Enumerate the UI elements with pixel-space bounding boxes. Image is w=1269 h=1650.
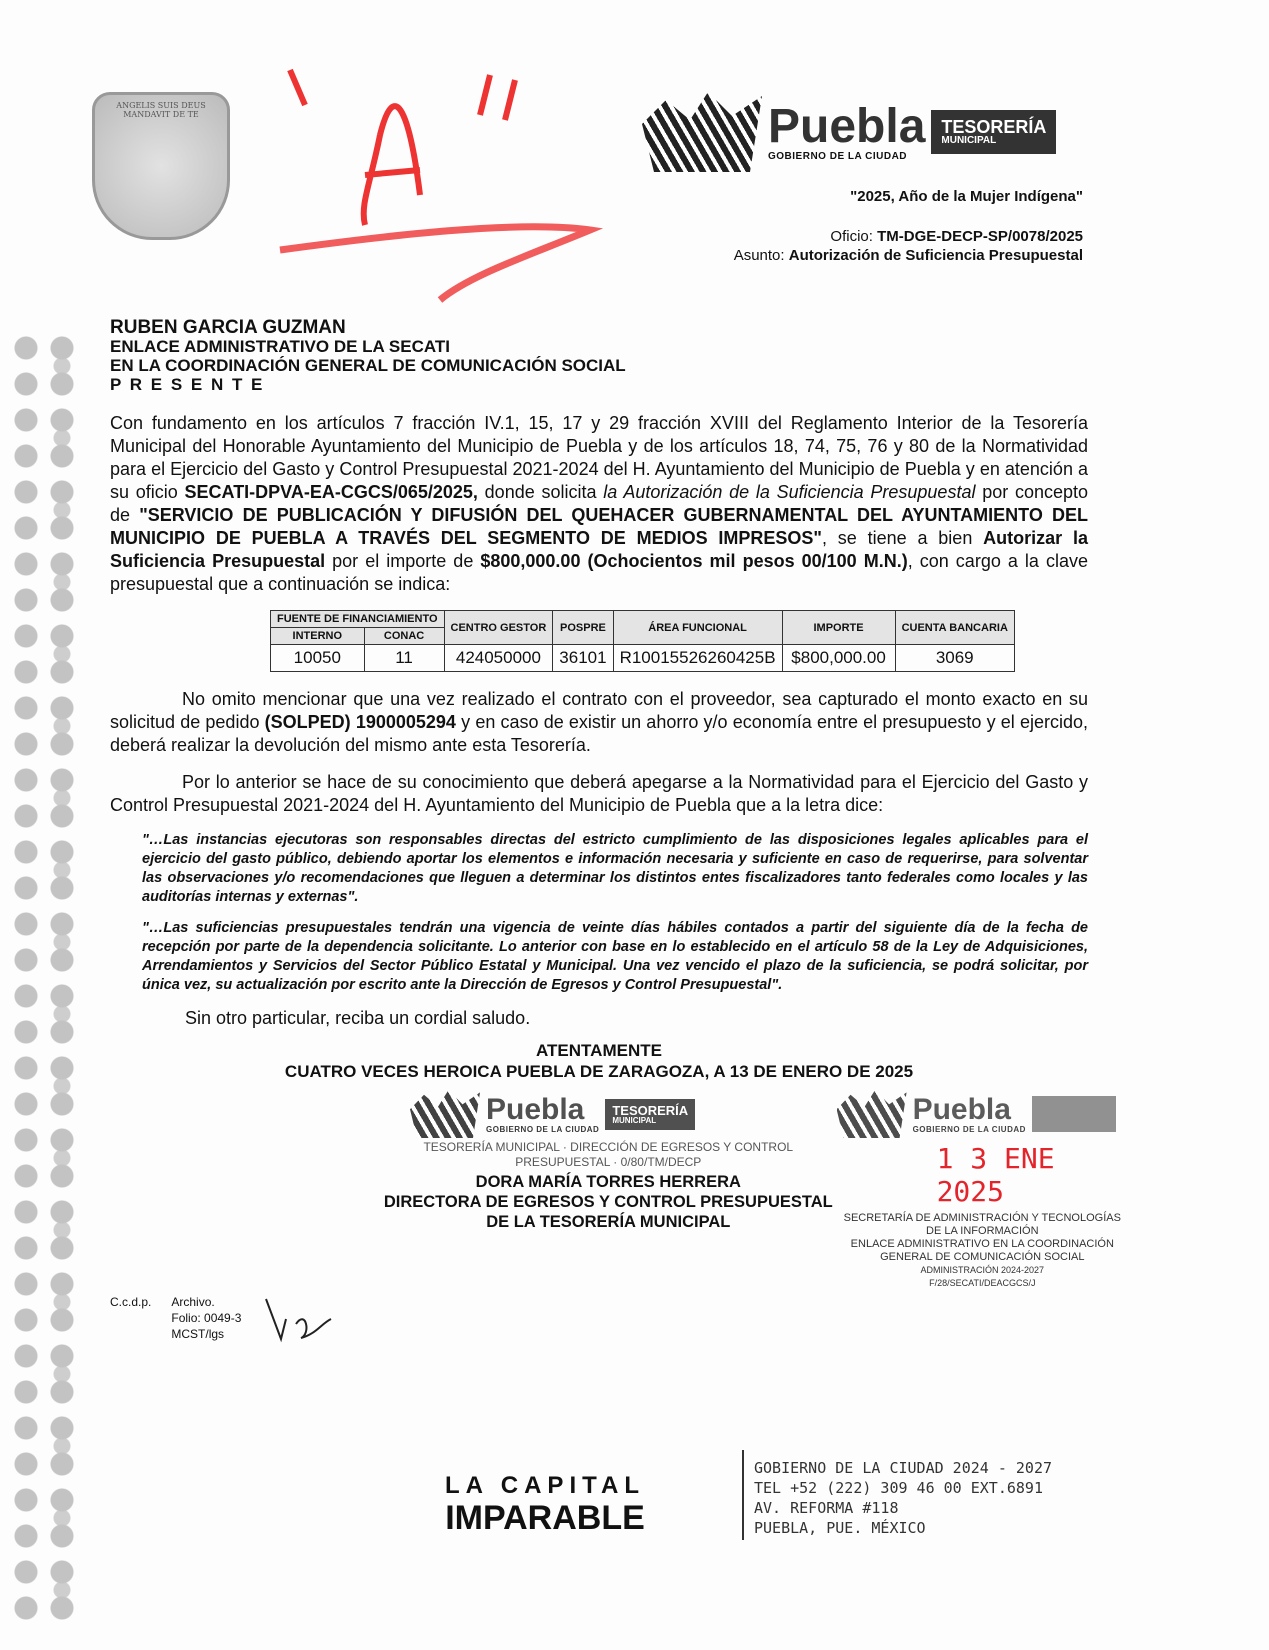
- ccp-label: C.c.d.p.: [110, 1295, 152, 1309]
- receipt-stamp-text: SECRETARÍA DE ADMINISTRACIÓN Y TECNOLOGÍAS DE LA INFORMACIÓN ENLACE ADMINISTRATIVO EN LA COORDINACIÓN GENERAL DE COMUNICACIÓN SOCIAL ADMINISTRACIÓN 2024-2027 F/28/SECATI/DEACGCS/J: [843, 1212, 1121, 1288]
- addressee-block: RUBEN GARCIA GUZMAN ENLACE ADMINISTRATIVO DE LA SECATI EN LA COORDINACIÓN GENERAL DE COMUNICACIÓN SOCIAL P R E S E N T E: [110, 317, 626, 394]
- table-row: 10050 11 424050000 36101 R10015526260425B $800,000.00 3069: [271, 645, 1015, 672]
- tesoreria-stamp-logo: Puebla GOBIERNO DE LA CIUDAD TESORERÍA MUNICIPAL: [410, 1090, 837, 1138]
- signer-block: DORA MARÍA TORRES HERRERA DIRECTORA DE EGRESOS Y CONTROL PRESUPUESTAL DE LA TESORERÍA MUNICIPAL: [383, 1173, 833, 1231]
- handwritten-initials: [261, 1294, 341, 1344]
- atentamente: ATENTAMENTE: [536, 1041, 662, 1060]
- receipt-stamp: [837, 1090, 1128, 1290]
- asunto-line: Asunto: Autorización de Suficiencia Presupuestal: [733, 247, 1083, 264]
- receipt-date-stamp: 1 3 ENE 2025: [936, 1142, 1055, 1208]
- red-handwritten-mark: [270, 55, 610, 315]
- coat-of-arms-seal: ANGELIS SUIS DEUS MANDAVIT DE TE: [92, 92, 230, 240]
- closing-line: Sin otro particular, reciba un cordial saludo.: [185, 1008, 531, 1028]
- decorative-border: [8, 330, 80, 1620]
- footer-divider: [742, 1450, 744, 1540]
- signer-column: [380, 1090, 837, 1290]
- letter-content: [110, 317, 1121, 1344]
- puebla-tesoreria-logo: Puebla GOBIERNO DE LA CIUDAD TESORERÍA MUNICIPAL: [642, 92, 1056, 172]
- official-stamp-text: TESORERÍA MUNICIPAL · DIRECCIÓN DE EGRESOS Y CONTROL PRESUPUESTAL · 0/80/TM/DECP: [423, 1140, 794, 1169]
- ccp-area: [110, 1294, 1088, 1344]
- body-paragraph-3: Por lo anterior se hace de su conocimiento que deberá apegarse a la Normatividad para el Ejercicio del Gasto y Control Presupuestal 2021-2024 del H. Ayuntamiento del Municipio de Puebla que a la letra dice:: [110, 772, 1088, 815]
- footer-address: GOBIERNO DE LA CIUDAD 2024 - 2027 TEL +52 (222) 309 46 00 EXT.6891 AV. REFORMA #118 PUEBLA, PUE. MÉXICO: [754, 1459, 1053, 1537]
- budget-key-table: FUENTE DE FINANCIAMIENTO CENTRO GESTOR POSPRE ÁREA FUNCIONAL IMPORTE CUENTA BANCARIA INTERNO CONAC 10050 11 424050000 36101 R10015526260425B $800,000.00 3069: [270, 610, 1015, 672]
- oficio-line: Oficio: TM-DGE-DECP-SP/0078/2025: [830, 228, 1083, 245]
- signature-area: [110, 1090, 1121, 1290]
- capital-imparable-logo: LA CAPITAL IMPARABLE: [445, 1472, 645, 1537]
- ccp-block: Archivo. Folio: 0049-3 MCST/lgs: [171, 1295, 242, 1341]
- body-paragraph-2: No omito mencionar que una vez realizado el contrato con el proveedor, sea capturado el monto exacto en su solicitud de pedido (SOLPED) 1900005294 y en caso de existir un ahorro y/o economía entre el presupuesto y el ejercido, deberá realizar la devolución del mismo ante esta Tesorería.: [110, 689, 1089, 755]
- secati-stamp-logo: Puebla GOBIERNO DE LA CIUDAD: [837, 1090, 1128, 1138]
- quote-2: "…Las suficiencias presupuestales tendrán una vigencia de veinte días hábiles contados a partir del siguiente día de la fecha de recepción por parte de la dependencia solicitante. Lo anterior con base en lo establecido en el artículo 58 de la Ley de Adquisiciones, Arrendamientos y Servicios del Sector Público Estatal y Municipal. Una vez vencido el plazo de la suficiencia, se podrá solicitar, por única vez, su actualización por escrito ante la Dirección de Egresos y Control Presupuestal".: [142, 920, 1088, 993]
- quote-1: "…Las instancias ejecutoras son responsables directas del estricto cumplimiento de las disposiciones legales aplicables para el ejercicio del gasto público, debiendo aportar los elementos e información necesaria y suficiente en caso de requerirse, para solventar las observaciones y/o recomendaciones que lleguen a determinar los distintos entes fiscalizadores tanto federales como locales y las auditorías internas y externas".: [142, 832, 1088, 905]
- city-skyline-icon: [642, 92, 762, 172]
- body-paragraph-1: Con fundamento en los artículos 7 fracción IV.1, 15, 17 y 29 fracción XVIII del Reglamento Interior de la Tesorería Municipal del Honorable Ayuntamiento del Municipio de Puebla y de los artículos 18, 74, 75, 76 y 80 de la Normatividad para el Ejercicio del Gasto y Control Presupuestal 2021-2024 del H. Ayuntamiento del Municipio de Puebla y en atención a su oficio SECATI-DPVA-EA-CGCS/065/2025, donde solicita la Autorización de la Suficiencia Presupuestal por concepto de "SERVICIO DE PUBLICACIÓN Y DIFUSIÓN DEL QUEHACER GUBERNAMENTAL DEL AYUNTAMIENTO DEL MUNICIPIO DE PUEBLA A TRAVÉS DEL SEGMENTO DE MEDIOS IMPRESOS", se tiene a bien Autorizar la Suficiencia Presupuestal por el importe de $800,000.00 (Ochocientos mil pesos 00/100 M.N.), con cargo a la clave presupuestal que a continuación se indica:: [110, 413, 1089, 594]
- year-motto: "2025, Año de la Mujer Indígena": [850, 188, 1083, 205]
- place-date: CUATRO VECES HEROICA PUEBLA DE ZARAGOZA, A 13 DE ENERO DE 2025: [284, 1062, 914, 1081]
